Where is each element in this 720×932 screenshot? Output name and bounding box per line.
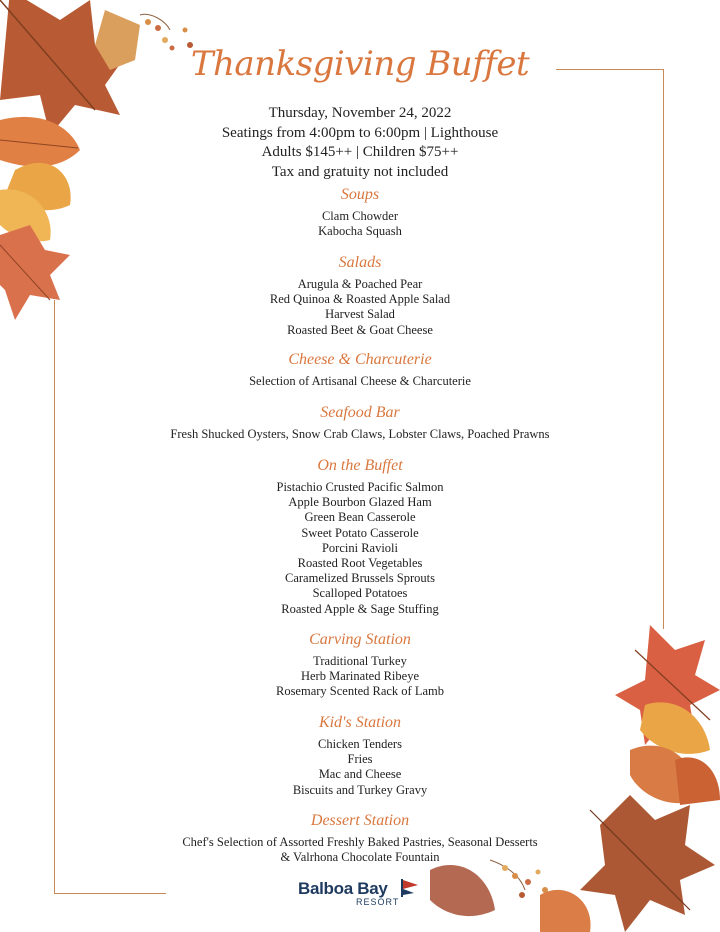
balboa-bay-resort-logo — [298, 879, 428, 915]
section-dessert-station — [0, 811, 720, 865]
menu-item: Arugula & Poached Pear — [297, 277, 423, 291]
menu-item: Caramelized Brussels Sprouts — [285, 571, 435, 586]
section-heading: Salads — [338, 254, 382, 271]
frame-bottom-line — [54, 893, 166, 894]
menu-item: Selection of Artisanal Cheese & Charcuterie — [249, 374, 471, 388]
menu-item: Fresh Shucked Oysters, Snow Crab Claws, Lobster Claws, Poached Prawns — [170, 427, 550, 441]
menu-item: Red Quinoa & Roasted Apple Salad — [269, 292, 451, 307]
section-heading: Soups — [340, 186, 380, 203]
menu-item: Mac and Cheese — [318, 767, 402, 782]
section-seafood-bar — [0, 403, 720, 442]
menu-item: Apple Bourbon Glazed Ham — [288, 495, 432, 510]
logo-sub: RESORT — [356, 897, 400, 907]
section-heading: Dessert Station — [310, 812, 410, 829]
menu-item: Scalloped Potatoes — [312, 586, 408, 601]
event-info — [0, 104, 720, 182]
section-heading: Kid's Station — [318, 714, 402, 731]
menu-item: Kabocha Squash — [318, 224, 402, 239]
section-cheese-charcuterie — [0, 350, 720, 389]
section-heading: Carving Station — [309, 631, 411, 648]
menu-item: Roasted Root Vegetables — [297, 556, 423, 571]
menu-item: Pistachio Crusted Pacific Salmon — [276, 480, 444, 494]
menu-item: Chicken Tenders — [318, 737, 402, 751]
menu-item: Roasted Apple & Sage Stuffing — [281, 601, 439, 616]
logo-name: Balboa Bay — [298, 879, 388, 898]
sail-flag-icon — [398, 877, 422, 901]
menu-item: Rosemary Scented Rack of Lamb — [275, 684, 444, 699]
section-heading: On the Buffet — [317, 457, 403, 474]
section-kids-station — [0, 713, 720, 798]
section-on-the-buffet — [0, 456, 720, 617]
event-prices: Adults $145++ | Children $75++ — [261, 144, 459, 160]
menu-item: Clam Chowder — [321, 209, 399, 223]
event-note: Tax and gratuity not included — [271, 163, 449, 180]
menu-item: Green Bean Casserole — [304, 510, 416, 525]
menu-item: Fries — [347, 752, 373, 767]
menu-title: Thanksgiving Buffet — [190, 44, 530, 84]
menu-item: Roasted Beet & Goat Cheese — [287, 322, 433, 337]
event-date: Thursday, November 24, 2022 — [268, 105, 452, 121]
section-carving-station — [0, 630, 720, 700]
section-heading: Seafood Bar — [320, 404, 400, 421]
menu-item: Biscuits and Turkey Gravy — [292, 782, 428, 797]
menu-item: Harvest Salad — [325, 307, 395, 322]
menu-item: Chef's Selection of Assorted Freshly Baked Pastries, Seasonal Desserts — [182, 835, 538, 849]
menu-item: Herb Marinated Ribeye — [300, 669, 419, 684]
menu-item: Sweet Potato Casserole — [301, 525, 419, 540]
section-soups — [0, 185, 720, 239]
event-seatings: Seatings from 4:00pm to 6:00pm | Lighthouse — [221, 124, 499, 141]
menu-item: Traditional Turkey — [313, 654, 407, 668]
menu-item: & Valrhona Chocolate Fountain — [280, 850, 440, 865]
section-salads — [0, 253, 720, 338]
section-heading: Cheese & Charcuterie — [288, 351, 432, 368]
menu-item: Porcini Ravioli — [321, 540, 399, 555]
